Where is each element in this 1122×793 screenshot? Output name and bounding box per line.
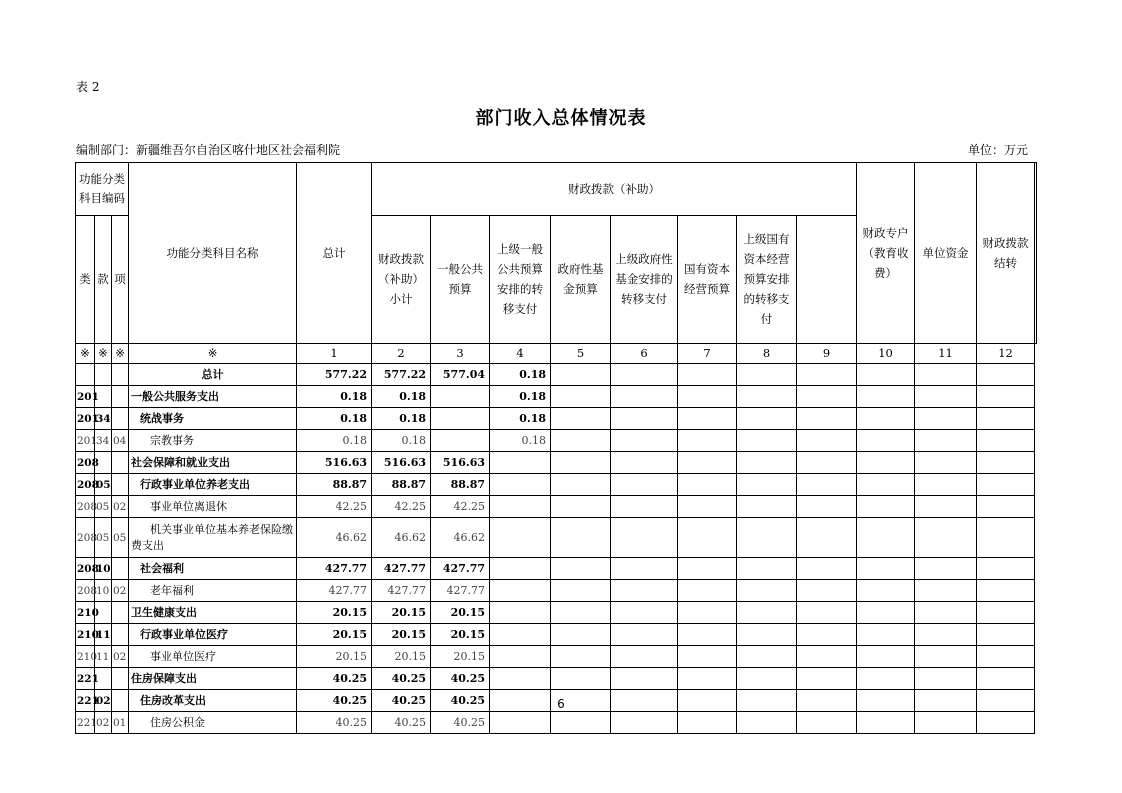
- cell-subject-name: 社会福利: [129, 558, 297, 580]
- mark-kuan: ※: [95, 344, 112, 364]
- cell-value: 20.15: [431, 624, 490, 646]
- cell-empty: [737, 602, 797, 624]
- cell-empty: [551, 474, 611, 496]
- col-number: 9: [797, 344, 857, 364]
- cell-value: 0.18: [297, 386, 372, 408]
- cell-value: 88.87: [372, 474, 431, 496]
- cell-empty: [915, 624, 977, 646]
- cell-empty: [915, 452, 977, 474]
- cell-subject-name: 社会保障和就业支出: [129, 452, 297, 474]
- col-number: 12: [977, 344, 1035, 364]
- cell-empty: [857, 712, 915, 734]
- col-fiscal-carryover: 财政拨款结转: [977, 163, 1035, 344]
- cell-empty: [977, 624, 1035, 646]
- cell-code-lei: 208: [76, 580, 95, 602]
- col-unit-funds: 单位资金: [915, 163, 977, 344]
- cell-empty: [611, 496, 678, 518]
- cell-empty: [737, 474, 797, 496]
- cell-empty: [551, 430, 611, 452]
- cell-empty: [857, 624, 915, 646]
- col-upper-general-transfer: 上级一般公共预算安排的转移支付: [490, 215, 551, 343]
- cell-subject-name: 住房保障支出: [129, 668, 297, 690]
- cell-code-xiang: [112, 624, 129, 646]
- table-row: [76, 518, 1037, 558]
- cell-value: 88.87: [431, 474, 490, 496]
- table-row: [76, 408, 1037, 430]
- cell-empty: [611, 430, 678, 452]
- cell-value: 0.18: [490, 364, 551, 386]
- cell-value: 0.18: [490, 408, 551, 430]
- cell-code-xiang: 02: [112, 496, 129, 518]
- cell-empty: [678, 558, 737, 580]
- cell-empty: [551, 580, 611, 602]
- cell-value: 42.25: [372, 496, 431, 518]
- cell-value: 427.77: [372, 558, 431, 580]
- cell-value: 0.18: [297, 430, 372, 452]
- cell-code-lei: 221: [76, 668, 95, 690]
- cell-empty: [551, 518, 611, 558]
- cell-value: [490, 624, 551, 646]
- col-number: 3: [431, 344, 490, 364]
- cell-empty: [551, 496, 611, 518]
- cell-value: 0.18: [490, 430, 551, 452]
- cell-value: [490, 668, 551, 690]
- cell-empty: [737, 624, 797, 646]
- cell-empty: [678, 364, 737, 386]
- col-number: 11: [915, 344, 977, 364]
- cell-code-lei: 201: [76, 386, 95, 408]
- cell-empty: [797, 602, 857, 624]
- cell-empty: [857, 668, 915, 690]
- cell-code-lei: 208: [76, 518, 95, 558]
- cell-empty: [797, 518, 857, 558]
- cell-empty: [977, 602, 1035, 624]
- cell-empty: [737, 712, 797, 734]
- col-state-capital-budget: 国有资本经营预算: [678, 215, 737, 343]
- cell-empty: [678, 624, 737, 646]
- cell-code-lei: [76, 364, 95, 386]
- cell-subject-name: 一般公共服务支出: [129, 386, 297, 408]
- cell-value: [431, 408, 490, 430]
- cell-empty: [611, 646, 678, 668]
- table-row: [76, 668, 1037, 690]
- col-xiang: 项: [112, 215, 129, 343]
- cell-empty: [551, 386, 611, 408]
- col-upper-gov-fund-transfer: 上级政府性基金安排的转移支付: [611, 215, 678, 343]
- cell-empty: [915, 408, 977, 430]
- cell-empty: [977, 452, 1035, 474]
- cell-value: 40.25: [297, 668, 372, 690]
- col-upper-state-capital-transfer: 上级国有资本经营预算安排的转移支付: [737, 215, 797, 343]
- cell-code-kuan: 11: [95, 624, 112, 646]
- cell-empty: [678, 712, 737, 734]
- cell-empty: [611, 408, 678, 430]
- cell-empty: [678, 386, 737, 408]
- table-number: 表 2: [76, 80, 100, 94]
- cell-value: 0.18: [372, 408, 431, 430]
- cell-value: 0.18: [490, 386, 551, 408]
- cell-value: [490, 712, 551, 734]
- cell-empty: [915, 430, 977, 452]
- col-kuan: 款: [95, 215, 112, 343]
- col-number: 7: [678, 344, 737, 364]
- col-fiscal-special: 财政专户（教育收费）: [857, 163, 915, 344]
- cell-code-lei: 208: [76, 452, 95, 474]
- cell-code-kuan: [95, 364, 112, 386]
- table-row: [76, 474, 1037, 496]
- cell-empty: [915, 646, 977, 668]
- col-number: 5: [551, 344, 611, 364]
- cell-code-lei: 201: [76, 430, 95, 452]
- cell-empty: [551, 646, 611, 668]
- cell-empty: [915, 386, 977, 408]
- cell-empty: [915, 558, 977, 580]
- cell-code-kuan: 10: [95, 558, 112, 580]
- cell-value: 20.15: [297, 646, 372, 668]
- table-row: [76, 430, 1037, 452]
- cell-empty: [678, 474, 737, 496]
- table-row: [76, 624, 1037, 646]
- cell-empty: [857, 408, 915, 430]
- cell-empty: [857, 496, 915, 518]
- cell-empty: [678, 580, 737, 602]
- cell-value: [490, 580, 551, 602]
- cell-empty: [797, 646, 857, 668]
- col-subject-name: 功能分类科目名称: [129, 163, 297, 344]
- cell-value: [431, 430, 490, 452]
- income-summary-table: [75, 162, 1037, 734]
- cell-value: 577.22: [372, 364, 431, 386]
- cell-empty: [977, 430, 1035, 452]
- cell-empty: [737, 408, 797, 430]
- cell-code-xiang: [112, 364, 129, 386]
- cell-value: 427.77: [431, 558, 490, 580]
- cell-empty: [977, 580, 1035, 602]
- cell-empty: [611, 558, 678, 580]
- cell-empty: [611, 712, 678, 734]
- cell-subject-name: 统战事务: [129, 408, 297, 430]
- cell-empty: [857, 474, 915, 496]
- cell-code-lei: 210: [76, 624, 95, 646]
- cell-value: 20.15: [372, 624, 431, 646]
- cell-empty: [551, 364, 611, 386]
- cell-empty: [551, 602, 611, 624]
- cell-empty: [915, 668, 977, 690]
- cell-empty: [737, 452, 797, 474]
- cell-empty: [857, 646, 915, 668]
- cell-value: 40.25: [372, 690, 431, 712]
- cell-empty: [915, 474, 977, 496]
- cell-empty: [797, 624, 857, 646]
- cell-code-xiang: [112, 386, 129, 408]
- cell-code-xiang: [112, 452, 129, 474]
- cell-value: 46.62: [372, 518, 431, 558]
- cell-empty: [611, 452, 678, 474]
- cell-code-xiang: [112, 408, 129, 430]
- cell-code-kuan: 34: [95, 408, 112, 430]
- cell-empty: [977, 712, 1035, 734]
- table-row: [76, 712, 1037, 734]
- cell-code-xiang: 01: [112, 712, 129, 734]
- cell-code-kuan: 05: [95, 474, 112, 496]
- cell-code-kuan: 02: [95, 690, 112, 712]
- cell-subject-name: 机关事业单位基本养老保险缴费支出: [129, 518, 297, 558]
- table-row: [76, 558, 1037, 580]
- cell-value: 40.25: [372, 712, 431, 734]
- cell-empty: [611, 518, 678, 558]
- cell-value: [431, 386, 490, 408]
- page-number: 6: [557, 697, 565, 711]
- cell-empty: [737, 580, 797, 602]
- cell-empty: [611, 474, 678, 496]
- cell-empty: [797, 712, 857, 734]
- cell-subject-name: 卫生健康支出: [129, 602, 297, 624]
- cell-empty: [797, 496, 857, 518]
- cell-code-lei: 221: [76, 690, 95, 712]
- cell-value: 0.18: [297, 408, 372, 430]
- cell-code-kuan: 05: [95, 496, 112, 518]
- cell-empty: [737, 646, 797, 668]
- cell-value: 516.63: [431, 452, 490, 474]
- cell-code-lei: 221: [76, 712, 95, 734]
- cell-value: 88.87: [297, 474, 372, 496]
- cell-empty: [977, 386, 1035, 408]
- cell-value: 40.25: [297, 690, 372, 712]
- column-number-row: [76, 344, 1037, 364]
- cell-code-xiang: 02: [112, 646, 129, 668]
- col-number: 10: [857, 344, 915, 364]
- cell-empty: [797, 408, 857, 430]
- cell-empty: [737, 668, 797, 690]
- cell-value: 46.62: [431, 518, 490, 558]
- cell-value: [490, 496, 551, 518]
- cell-empty: [611, 364, 678, 386]
- cell-value: [490, 646, 551, 668]
- unit-label: 单位：万元: [968, 143, 1029, 157]
- cell-value: [490, 558, 551, 580]
- cell-subject-name: 行政事业单位医疗: [129, 624, 297, 646]
- cell-subject-name: 宗教事务: [129, 430, 297, 452]
- cell-empty: [737, 430, 797, 452]
- cell-empty: [678, 602, 737, 624]
- cell-empty: [977, 558, 1035, 580]
- cell-empty: [857, 558, 915, 580]
- cell-empty: [857, 452, 915, 474]
- cell-empty: [551, 668, 611, 690]
- cell-value: 516.63: [372, 452, 431, 474]
- cell-empty: [611, 624, 678, 646]
- col-number: 2: [372, 344, 431, 364]
- cell-code-lei: 201: [76, 408, 95, 430]
- cell-empty: [797, 474, 857, 496]
- cell-empty: [977, 474, 1035, 496]
- cell-value: 427.77: [372, 580, 431, 602]
- col-number: 8: [737, 344, 797, 364]
- col-general-budget: 一般公共预算: [431, 215, 490, 343]
- cell-value: 0.18: [372, 386, 431, 408]
- table-row: [76, 364, 1037, 386]
- cell-value: 427.77: [297, 580, 372, 602]
- cell-code-lei: 210: [76, 602, 95, 624]
- cell-empty: [797, 386, 857, 408]
- col-number: 4: [490, 344, 551, 364]
- cell-subject-name: 老年福利: [129, 580, 297, 602]
- cell-value: 40.25: [431, 712, 490, 734]
- cell-empty: [915, 712, 977, 734]
- col-total: 总计: [297, 163, 372, 344]
- col-gov-fund-budget: 政府性基金预算: [551, 215, 611, 343]
- compiling-department: 编制部门：新疆维吾尔自治区喀什地区社会福利院: [76, 143, 341, 157]
- cell-empty: [551, 408, 611, 430]
- table-row: [76, 580, 1037, 602]
- cell-code-kuan: 11: [95, 646, 112, 668]
- cell-code-xiang: [112, 558, 129, 580]
- cell-code-lei: 208: [76, 496, 95, 518]
- cell-value: 40.25: [431, 668, 490, 690]
- cell-empty: [915, 364, 977, 386]
- cell-code-lei: 208: [76, 558, 95, 580]
- cell-value: 20.15: [297, 602, 372, 624]
- cell-value: 40.25: [372, 668, 431, 690]
- cell-code-kuan: 34: [95, 430, 112, 452]
- cell-value: 20.15: [431, 646, 490, 668]
- cell-empty: [678, 646, 737, 668]
- cell-empty: [678, 668, 737, 690]
- col-nonfiscal-carryover: [1035, 163, 1037, 344]
- cell-value: 20.15: [431, 602, 490, 624]
- cell-empty: [737, 496, 797, 518]
- cell-value: 40.25: [297, 712, 372, 734]
- mark-lei: ※: [76, 344, 95, 364]
- col-fiscal-subtotal: 财政拨款（补助）小计: [372, 215, 431, 343]
- cell-value: 577.04: [431, 364, 490, 386]
- cell-value: 42.25: [431, 496, 490, 518]
- cell-empty: [857, 430, 915, 452]
- cell-code-xiang: [112, 668, 129, 690]
- cell-empty: [737, 558, 797, 580]
- cell-value: 577.22: [297, 364, 372, 386]
- cell-subject-name: 行政事业单位养老支出: [129, 474, 297, 496]
- cell-subject-name: 事业单位离退休: [129, 496, 297, 518]
- cell-empty: [857, 364, 915, 386]
- cell-empty: [678, 408, 737, 430]
- cell-code-kuan: 10: [95, 580, 112, 602]
- cell-code-lei: 208: [76, 474, 95, 496]
- cell-empty: [737, 364, 797, 386]
- cell-empty: [611, 668, 678, 690]
- cell-empty: [977, 668, 1035, 690]
- cell-empty: [797, 364, 857, 386]
- page-title: 部门收入总体情况表: [475, 108, 647, 129]
- cell-value: 20.15: [372, 646, 431, 668]
- cell-value: 516.63: [297, 452, 372, 474]
- cell-empty: [551, 624, 611, 646]
- cell-code-xiang: 02: [112, 580, 129, 602]
- cell-code-kuan: 02: [95, 712, 112, 734]
- cell-empty: [678, 518, 737, 558]
- cell-empty: [857, 602, 915, 624]
- mark-xiang: ※: [112, 344, 129, 364]
- cell-empty: [915, 518, 977, 558]
- cell-empty: [797, 668, 857, 690]
- cell-empty: [611, 386, 678, 408]
- cell-empty: [857, 518, 915, 558]
- cell-empty: [551, 558, 611, 580]
- mark-name: ※: [129, 344, 297, 364]
- cell-value: 20.15: [297, 624, 372, 646]
- cell-empty: [737, 386, 797, 408]
- cell-empty: [915, 496, 977, 518]
- cell-empty: [737, 518, 797, 558]
- cell-code-xiang: [112, 474, 129, 496]
- cell-code-xiang: [112, 602, 129, 624]
- cell-value: 42.25: [297, 496, 372, 518]
- cell-empty: [797, 430, 857, 452]
- cell-empty: [977, 364, 1035, 386]
- cell-empty: [915, 580, 977, 602]
- cell-empty: [797, 558, 857, 580]
- cell-subject-name: 事业单位医疗: [129, 646, 297, 668]
- cell-code-kuan: 05: [95, 518, 112, 558]
- cell-value: [490, 474, 551, 496]
- col-code-group: 功能分类科目编码: [76, 163, 129, 216]
- cell-subject-name: 总计: [129, 364, 297, 386]
- cell-empty: [797, 452, 857, 474]
- cell-value: 0.18: [372, 430, 431, 452]
- table-row: [76, 646, 1037, 668]
- cell-empty: [915, 602, 977, 624]
- cell-empty: [678, 452, 737, 474]
- cell-empty: [857, 386, 915, 408]
- cell-empty: [977, 496, 1035, 518]
- cell-code-lei: 210: [76, 646, 95, 668]
- table-row: [76, 496, 1037, 518]
- cell-subject-name: 住房改革支出: [129, 690, 297, 712]
- table-row: [76, 602, 1037, 624]
- cell-value: 427.77: [297, 558, 372, 580]
- cell-empty: [977, 518, 1035, 558]
- cell-code-xiang: 05: [112, 518, 129, 558]
- cell-empty: [977, 646, 1035, 668]
- cell-code-xiang: 04: [112, 430, 129, 452]
- cell-value: 20.15: [372, 602, 431, 624]
- cell-empty: [611, 602, 678, 624]
- table-row: [76, 452, 1037, 474]
- cell-empty: [551, 452, 611, 474]
- col-number: 1: [297, 344, 372, 364]
- cell-value: [490, 452, 551, 474]
- cell-value: [490, 602, 551, 624]
- table-row: [76, 386, 1037, 408]
- cell-subject-name: 住房公积金: [129, 712, 297, 734]
- cell-empty: [611, 580, 678, 602]
- col-lei: 类: [76, 215, 95, 343]
- cell-empty: [797, 580, 857, 602]
- cell-empty: [857, 580, 915, 602]
- cell-empty: [551, 712, 611, 734]
- col-number: 6: [611, 344, 678, 364]
- cell-empty: [678, 496, 737, 518]
- cell-value: 427.77: [431, 580, 490, 602]
- col-fiscal-group: 财政拨款（补助）: [372, 163, 857, 216]
- cell-empty: [678, 430, 737, 452]
- cell-value: 46.62: [297, 518, 372, 558]
- cell-value: [490, 518, 551, 558]
- cell-empty: [977, 408, 1035, 430]
- cell-value: 40.25: [431, 690, 490, 712]
